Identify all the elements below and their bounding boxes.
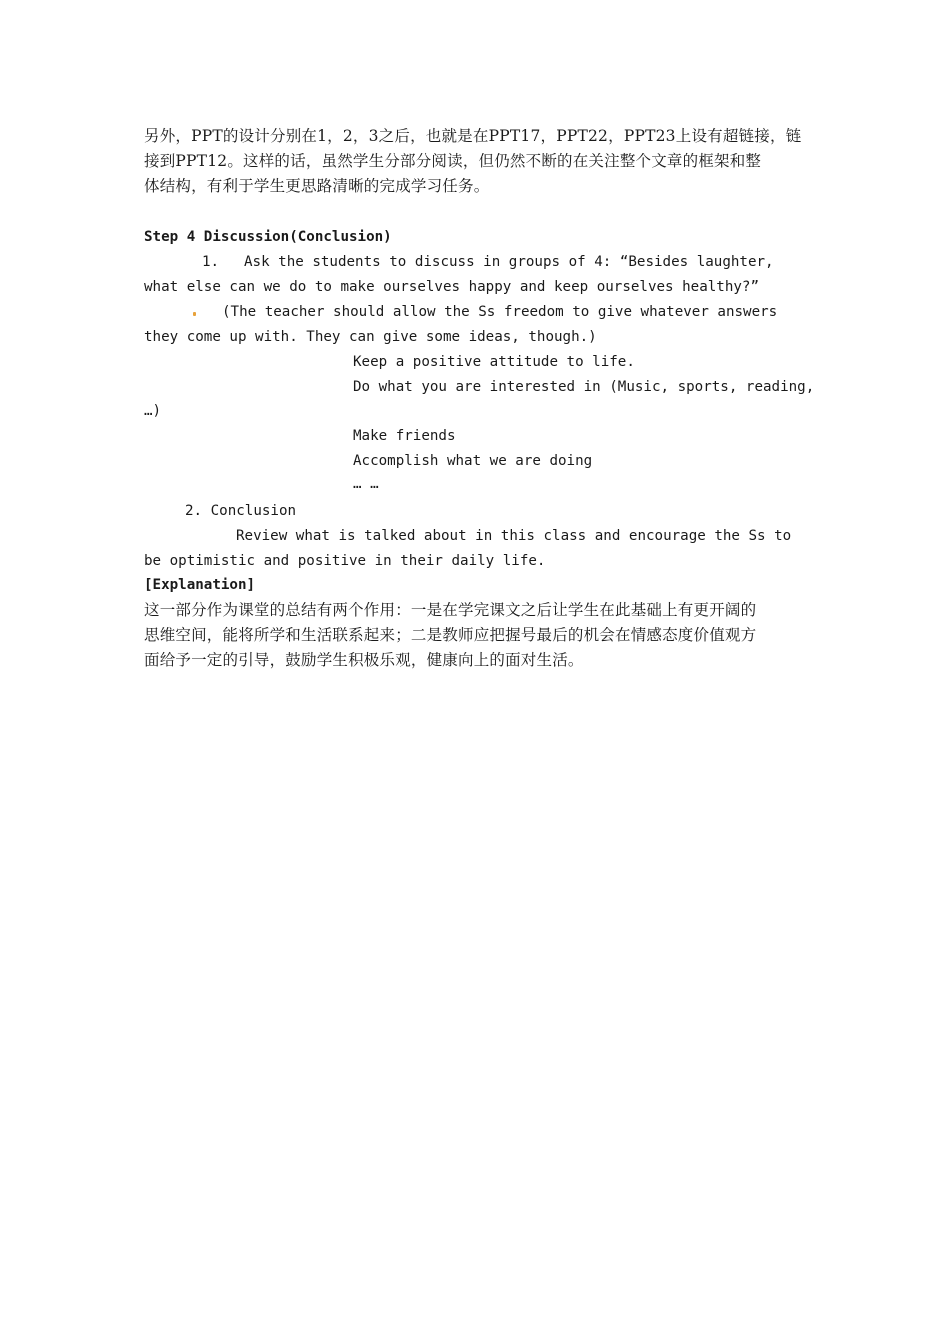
idea-2: Do what you are interested in (Music, sports, reading,	[353, 379, 815, 395]
idea-5: … …	[353, 476, 379, 492]
intro-line-1: 另外，PPT的设计分别在1，2，3之后，也就是在PPT17，PPT22，PPT23上设有超链接，链	[144, 127, 802, 145]
item1-line-2: what else can we do to make ourselves happy and keep ourselves healthy?”	[144, 279, 759, 295]
item2-line-2: be optimistic and positive in their daily life.	[144, 553, 546, 569]
idea-1: Keep a positive attitude to life.	[353, 354, 635, 370]
explanation-heading: [Explanation]	[144, 577, 256, 593]
item2-line-1: Review what is talked about in this class and encourage the Ss to	[236, 528, 792, 544]
idea-3: Make friends	[353, 428, 456, 444]
explanation-line-3: 面给予一定的引导，鼓励学生积极乐观，健康向上的面对生活。	[144, 651, 584, 669]
idea-4: Accomplish what we are doing	[353, 453, 593, 469]
intro-line-2: 接到PPT12。这样的话，虽然学生分部分阅读，但仍然不断的在关注整个文章的框架和整	[144, 152, 762, 170]
explanation-line-1: 这一部分作为课堂的总结有两个作用：一是在学完课文之后让学生在此基础上有更开阔的	[144, 601, 757, 619]
item1-line-4: they come up with. They can give some ideas, though.)	[144, 329, 597, 345]
step4-heading: Step 4 Discussion(Conclusion)	[144, 229, 392, 245]
edit-mark	[193, 312, 196, 316]
item2-label: 2. Conclusion	[185, 503, 297, 519]
item1-line-3: (The teacher should allow the Ss freedom to give whatever answers	[222, 304, 778, 320]
explanation-line-2: 思维空间，能将所学和生活联系起来；二是教师应把握号最后的机会在情感态度价值观方	[144, 626, 757, 644]
intro-line-3: 体结构，有利于学生更思路清晰的完成学习任务。	[144, 177, 490, 195]
idea-2-continued: …)	[144, 403, 162, 419]
item1-number: 1.	[202, 254, 220, 270]
item1-line-1: Ask the students to discuss in groups of 4: “Besides laughter,	[244, 254, 774, 270]
